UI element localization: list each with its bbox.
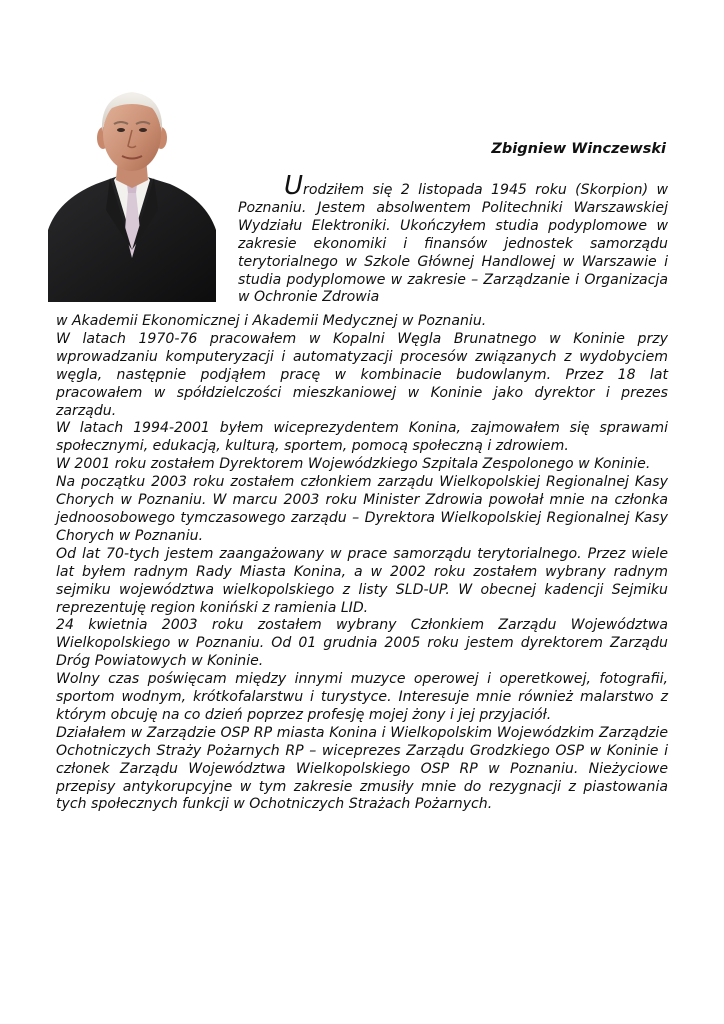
author-portrait-photo: [48, 80, 216, 302]
bio-paragraph: Działałem w Zarządzie OSP RP miasta Konina i Wielkopolskim Wojewódzkim Zarządzie Ochotniczych Straży Pożarnych RP – wiceprezes Zarządu Grodzkiego OSP w Koninie i członek Zarządu Województwa Wielkopolskiego OSP RP w Poznaniu. Nieżyciowe przepisy antykorupcyjne w tym zakresie zmusiły mnie do rezygnacji z piastowania tych społecznych funkcji w Ochotniczych Strażach Pożarnych.: [56, 724, 668, 813]
biography-body: [56, 313, 668, 814]
bio-paragraph: W latach 1970-76 pracowałem w Kopalni Węgla Brunatnego w Koninie przy wprowadzaniu komputeryzacji i automatyzacji procesów związanych z wydobyciem węgla, następnie podjąłem pracę w kombinacie budowlanym. Przez 18 lat pracowałem w spółdzielczości mieszkaniowej w Koninie jako dyrektor i prezes zarządu.: [56, 330, 668, 419]
intro-paragraph: [238, 171, 668, 307]
bio-paragraph: Na początku 2003 roku zostałem członkiem zarządu Wielkopolskiej Regionalnej Kasy Chorych w Poznaniu. W marcu 2003 roku Minister Zdrowia powołał mnie na członka jednoosobowego tymczasowego zarządu – Dyrektora Wielkopolskiej Regionalnej Kasy Chorych w Poznaniu.: [56, 474, 668, 544]
bio-paragraph: Od lat 70-tych jestem zaangażowany w prace samorządu terytorialnego. Przez wiele lat byłem radnym Rady Miasta Konina, a w 2002 roku zostałem wybrany radnym sejmiku województwa wielkopolskiego z listy SLD-UP. W obecnej kadencji Sejmiku reprezentuję region koniński z ramienia LID.: [56, 545, 668, 616]
drop-cap-letter: U: [284, 171, 304, 201]
author-name: Zbigniew Winczewski: [491, 141, 666, 157]
bio-paragraph: W latach 1994-2001 byłem wiceprezydentem Konina, zajmowałem się sprawami społecznymi, edukacją, kulturą, sportem, pomocą społeczną i zdrowiem.: [56, 420, 668, 455]
bio-paragraph: Wolny czas poświęcam między innymi muzyce operowej i operetkowej, fotografii, sportom wodnym, krótkofalarstwu i turystyce. Interesuje mnie również malarstwo z którym obcuję na co dzień poprzez profesję mojej żony i jej przyjaciół.: [56, 671, 668, 723]
bio-paragraph: W 2001 roku zostałem Dyrektorem Wojewódzkiego Szpitala Zespolonego w Koninie.: [56, 456, 651, 473]
intro-text: rodziłem się 2 listopada 1945 roku (Skorpion) w Poznaniu. Jestem absolwentem Politechniki Warszawskiej Wydziału Elektroniki. Ukończyłem studia podyplomowe w zakresie ekonomiki i finansów jednostek samorządu terytorialnego w Szkole Głównej Handlowej w Warszawie i studia podyplomowe w zakresie – Zarządzanie i Organizacja w Ochronie Zdrowia: [238, 182, 668, 306]
bio-paragraph: w Akademii Ekonomicznej i Akademii Medycznej w Poznaniu.: [56, 313, 487, 329]
bio-paragraph: 24 kwietnia 2003 roku zostałem wybrany Członkiem Zarządu Województwa Wielkopolskiego w Poznaniu. Od 01 grudnia 2005 roku jestem dyrektorem Zarządu Dróg Powiatowych w Koninie.: [56, 617, 668, 670]
